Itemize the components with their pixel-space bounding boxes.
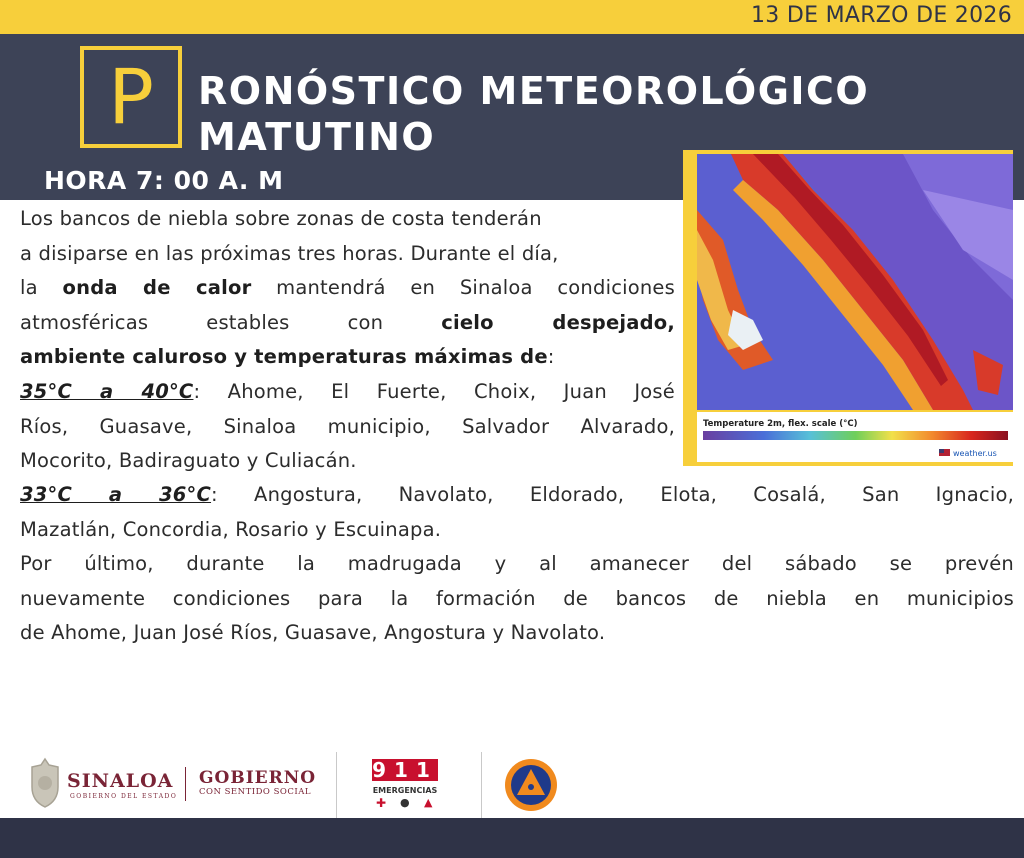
cross-icon: ✚	[376, 796, 387, 810]
text-line: de Ahome, Juan José Ríos, Guasave, Angostura y Navolato.	[20, 621, 606, 644]
shield-icon: ●	[400, 796, 410, 809]
text-fragment: la	[20, 276, 63, 299]
text-line: a disiparse en las próximas tres horas. Durante el día,	[20, 241, 559, 265]
forecast-hour: HORA 7: 00 A. M	[44, 166, 284, 195]
text-line: Mazatlán, Concordia, Rosario y Escuinapa.	[20, 517, 442, 541]
emergencias-911-logo	[370, 759, 440, 809]
text-line	[20, 375, 675, 410]
title-line-2: MATUTINO	[198, 115, 436, 159]
flame-icon: ▲	[424, 796, 433, 809]
gobierno-logo-text: GOBIERNO	[199, 768, 317, 788]
range-2-paragraph	[20, 478, 1014, 547]
text-line: Ríos, Guasave, Sinaloa municipio, Salvador Alvarado,	[20, 414, 675, 438]
text-fragment: mantendrá en Sinaloa condiciones	[251, 276, 675, 299]
intro-paragraph	[20, 202, 675, 375]
e911-number: 911	[372, 758, 438, 782]
title-initial-box	[80, 46, 182, 148]
date-label: 13 DE MARZO DE 2026	[750, 3, 1012, 28]
gobierno-logo-subtext: CON SENTIDO SOCIAL	[199, 787, 312, 797]
temperature-map-image	[683, 150, 1013, 466]
heat-wave-highlight: onda de calor	[62, 276, 252, 299]
range-1-paragraph	[20, 375, 675, 479]
max-temp-highlight: ambiente caluroso y temperaturas máximas de	[20, 345, 548, 368]
temp-range-label: 33°C a 36°C	[20, 483, 212, 506]
text-line	[20, 306, 675, 341]
text-line	[20, 340, 675, 375]
text-fragment: : Angostura, Navolato, Eldorado, Elota, Cosalá, San Ignacio,	[211, 483, 1014, 506]
map-legend-title: Temperature 2m, flex. scale (°C)	[703, 419, 858, 429]
text-line: Mocorito, Badiraguato y Culiacán.	[20, 449, 357, 472]
footer-separator	[481, 752, 482, 818]
temperature-map	[683, 150, 1013, 466]
closing-paragraph	[20, 547, 1014, 651]
text-fragment: :	[547, 345, 555, 368]
top-date-bar	[0, 0, 1024, 34]
text-line	[20, 271, 675, 306]
emergencias-label: EMERGENCIAS	[372, 786, 438, 795]
text-line: Los bancos de niebla sobre zonas de costa tenderán	[20, 207, 542, 230]
text-line	[20, 478, 1014, 513]
footer-separator	[336, 752, 337, 818]
title-line-1: RONÓSTICO METEOROLÓGICO	[198, 69, 870, 113]
clear-sky-highlight: cielo despejado,	[441, 310, 675, 334]
text-fragment: atmosféricas estables con	[20, 310, 442, 334]
sinaloa-logo-text: SINALOA	[67, 770, 174, 792]
proteccion-civil-logo	[503, 757, 559, 813]
logo-divider	[185, 767, 186, 801]
sinaloa-logo-subtext: GOBIERNO DEL ESTADO	[70, 793, 178, 800]
sinaloa-emblem-icon	[28, 757, 62, 809]
text-line: nuevamente condiciones para la formación de bancos de niebla en municipios	[20, 586, 1014, 610]
text-fragment: : Ahome, El Fuerte, Choix, Juan José	[193, 380, 675, 403]
title-initial: P	[108, 52, 154, 141]
map-brand: weather.us	[953, 449, 997, 458]
footer-bar	[0, 818, 1024, 858]
text-line: Por último, durante la madrugada y al amanecer del sábado se prevén	[20, 552, 1014, 575]
page-title	[198, 68, 869, 160]
temp-range-label: 35°C a 40°C	[20, 380, 194, 403]
